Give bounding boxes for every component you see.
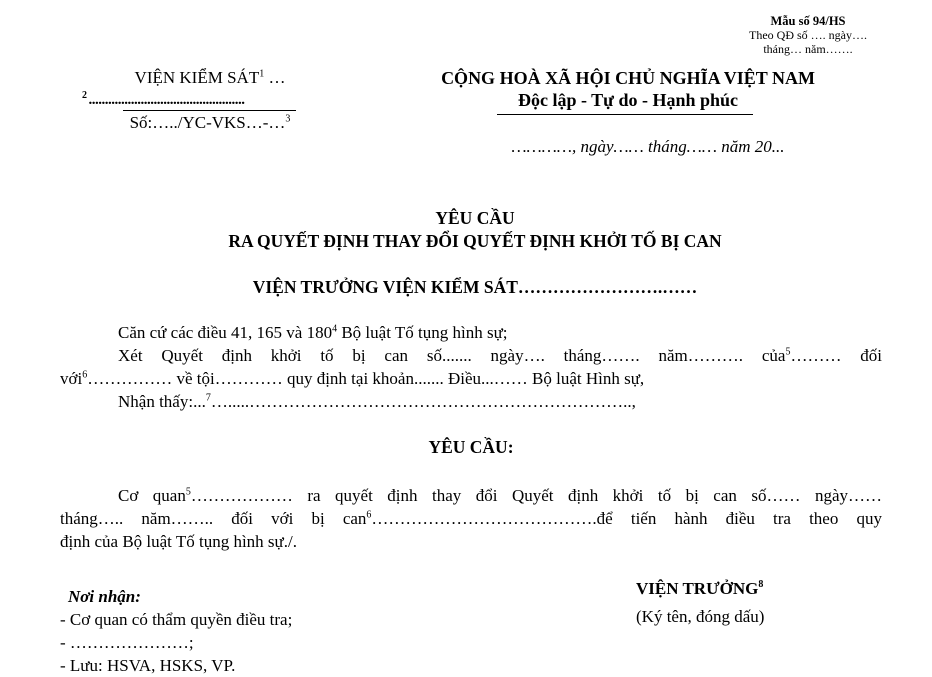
recipient-item: - Cơ quan có thẩm quyền điều tra; bbox=[60, 610, 293, 629]
legal-basis: Căn cứ các điều 41, 165 và $180^4$ Bộ luật Tố tụng hình sự; bbox=[118, 323, 508, 342]
agency-name: VIỆN KIỂM SÁT$^1$ … bbox=[134, 68, 286, 87]
recipient-item: - Lưu: HSVA, HSKS, VP. bbox=[60, 656, 236, 675]
left-header-divider bbox=[123, 110, 296, 111]
signature-note: (Ký tên, đóng dấu) bbox=[636, 607, 765, 626]
recipient-item: - …………………; bbox=[60, 633, 194, 652]
national-motto: Độc lập - Tự do - Hạnh phúc bbox=[517, 90, 739, 110]
request-line-1: Cơ quan$^5$……………… ra quyết định thay đổi Quyết định khởi tố bị can số…… ngày…… bbox=[118, 486, 882, 505]
motto-underline bbox=[497, 114, 753, 115]
considering-decision: Xét Quyết định khởi tố bị can số....... ngày…. tháng……. năm………. của$^5$……… đối bbox=[118, 346, 882, 365]
recipients-heading: Nơi nhận: bbox=[68, 587, 141, 606]
nation-name: CỘNG HOÀ XÃ HỘI CHỦ NGHĨA VIỆT NAM bbox=[441, 68, 815, 88]
issuer-heading: VIỆN TRƯỞNG VIỆN KIỂM SÁT…………………….…… bbox=[252, 277, 698, 297]
document-subtitle: RA QUYẾT ĐỊNH THAY ĐỔI QUYẾT ĐỊNH KHỞI TỐ BỊ CAN bbox=[228, 231, 722, 251]
request-line-3: định của Bộ luật Tố tụng hình sự./. bbox=[60, 532, 297, 551]
document-title: YÊU CẦU bbox=[435, 208, 515, 228]
document-number: Số:…../YC-VKS…-…$^3$ bbox=[129, 113, 291, 132]
signer-role: VIỆN TRƯỞNG$^8$ bbox=[636, 579, 764, 598]
form-code-decision: Theo QĐ số …. ngày…. bbox=[749, 28, 867, 42]
request-heading: YÊU CẦU: bbox=[428, 437, 514, 457]
grounds-section bbox=[60, 321, 882, 413]
sub-agency-placeholder: $^2$ ................................................ bbox=[82, 90, 245, 108]
place-date-line: …………, ngày…… tháng…… năm 20... bbox=[511, 137, 785, 156]
considering-decision-cont: với$^6$…………… về tội………… quy định tại khoản....... Điều...…… Bộ luật Hình sự, bbox=[60, 369, 645, 388]
form-code-title: Mẫu số 94/HS bbox=[770, 14, 846, 28]
form-code bbox=[690, 14, 926, 56]
recipients-block bbox=[60, 585, 410, 677]
signature-block bbox=[610, 575, 820, 631]
form-code-date: tháng… năm……. bbox=[763, 42, 853, 56]
request-section bbox=[60, 484, 882, 553]
findings: Nhận thấy:...$^7$….....………………………………………………………….., bbox=[118, 392, 636, 411]
request-line-2: tháng….. năm…….. đối với bị can$^6$………………………………….để tiến hành điều tra theo quy bbox=[60, 509, 882, 528]
